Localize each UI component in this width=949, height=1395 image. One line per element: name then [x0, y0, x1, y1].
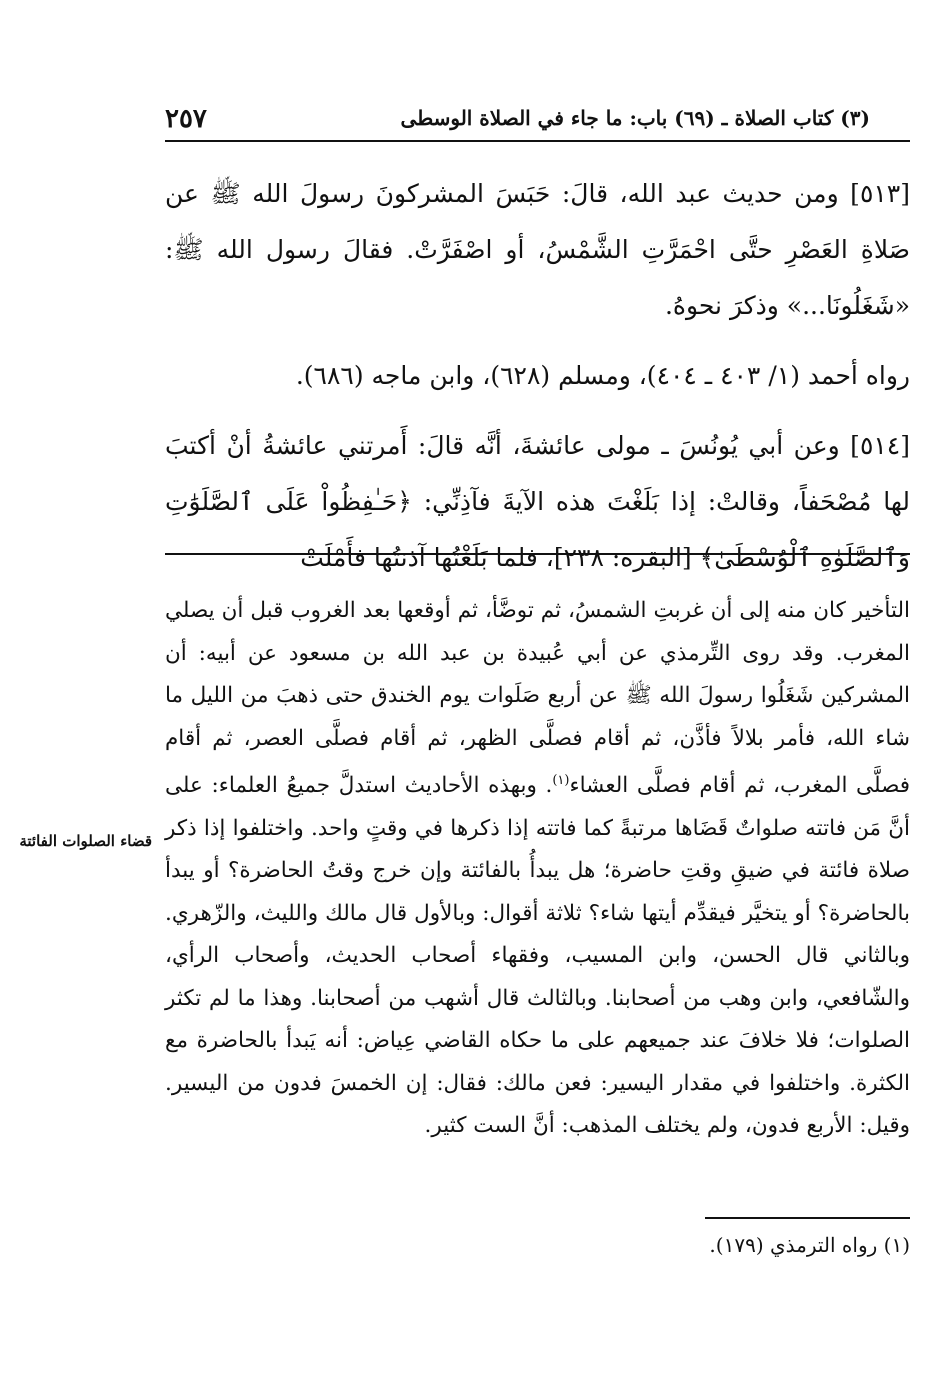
commentary-paragraph [165, 590, 910, 1148]
page-header [165, 100, 910, 142]
margin-note: قضاء الصلوات الفائتة [19, 832, 152, 850]
footnote-divider [705, 1217, 910, 1219]
hadith-514: [٥١٤] وعن أبي يُونُسَ ـ مولى عائشةَ، أنَّه قالَ: أَمرتني عائشةُ أنْ أكتبَ لها مُصْحَفاً، وقالتْ: إذا بَلَغْتَ هذه الآيةَ فآذِنِّي: ﴿حَـٰفِظُواْ عَلَى ٱلصَّلَوَٰتِ وَٱلصَّلَوٰةِ ٱلْوُسْطَىٰ﴾ [البقرة: ٢٣٨]، فلما بَلَغْتُها آذنتُها فأَمْلَتْ [165, 431, 910, 572]
section-divider [165, 553, 910, 555]
page-number: ٢٥٧ [165, 104, 207, 134]
footnote-marker: (١) [552, 773, 570, 788]
footnote-text: (١) رواه الترمذي (١٧٩). [709, 1233, 910, 1257]
commentary-text [165, 590, 910, 1148]
hadith-513: [٥١٣] ومن حديث عبد الله، قالَ: حَبَسَ المشركونَ رسولَ الله ﷺ عن صَلاةِ العَصْرِ حتَّى احْمَرَّتِ الشَّمْسُ، أو اصْفَرَّتْ. فقالَ رسول الله ﷺ: «شَغَلُونَا...» وذكرَ نحوهُ. [165, 179, 910, 320]
reference-513: رواه أحمد (١/ ٤٠٣ ـ ٤٠٤)، ومسلم (٦٢٨)، وابن ماجه (٦٨٦). [295, 361, 910, 390]
commentary-part-1: التأخير كان منه إلى أن غربتِ الشمسُ، ثم توضَّأ، ثم أوقعها بعد الغروب قبل أن يصلي المغرب. وقد روى التِّرمذي عن أبي عُبيدة بن عبد الله بن مسعود عن أبيه: أن المشركين شَغَلُوا رسولَ الله ﷺ عن أربع صَلَوات يوم الخندق حتى ذهبَ من الليل ما شاء الله، فأمر بلالاً فأذَّن، ثم أقام فصلَّى الظهر، ثم أقام فصلَّى العصر، ثم أقام فصلَّى المغرب، ثم أقام فصلَّى العشاء [165, 598, 910, 799]
commentary-part-2: . وبهذه الأحاديث استدلَّ جميعُ العلماء: على أنَّ مَن فاتته صلواتٌ قَضَاها مرتبةً كما فاتته إذا ذكرها في وقتٍ واحد. واختلفوا إذا ذكر صلاة فائتة في ضيقِ وقتِ حاضرة؛ هل يبدأُ بالفائتة وإن خرج وقتُ الحاضرة؟ أو يبدأ بالحاضرة؟ أو يتخيَّر فيقدِّم أيتها شاء؟ ثلاثة أقوال: وبالأول قال مالك والليث، والزّهري. وبالثاني قال الحسن، وابن المسيب، وفقهاء أصحاب الحديث، وأصحاب الرأي، والشّافعي، وابن وهب من أصحابنا. وبالثالث قال أشهب من أصحابنا. وهذا ما لم تكثر الصلوات؛ فلا خلافَ عند جميعهم على ما حكاه القاضي عِياض: أنه يَبدأ بالحاضرة مع الكثرة. واختلفوا في مقدار اليسير: فعن مالك: فقال: إن الخمسَ فدون من اليسير. وقيل: الأربع فدون، ولم يختلف المذهب: أنَّ الست كثير. [165, 773, 910, 1139]
running-title: (٣) كتاب الصلاة ـ (٦٩) باب: ما جاء في الصلاة الوسطى [400, 106, 870, 130]
footnote [165, 1228, 910, 1262]
main-hadith-text [165, 166, 910, 586]
